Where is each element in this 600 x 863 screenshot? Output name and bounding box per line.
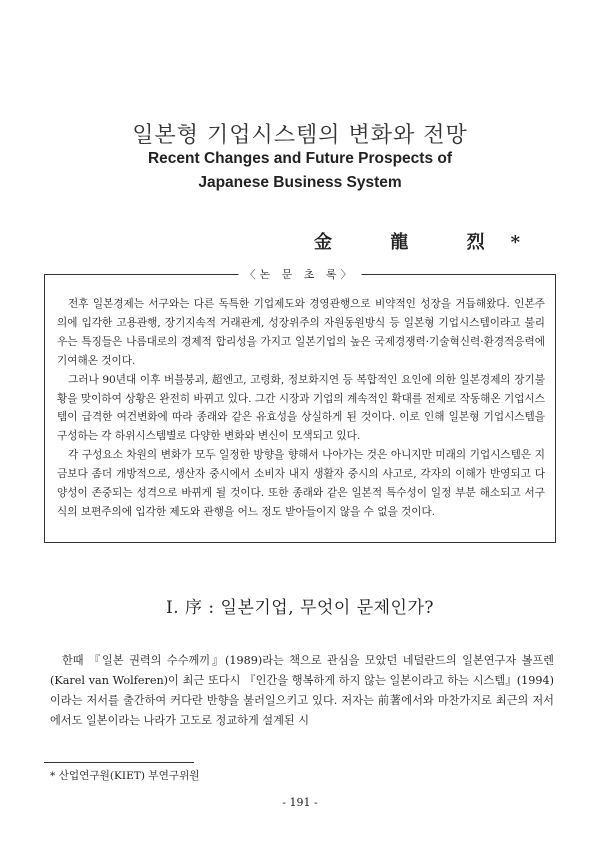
abstract-label: 〈논 문 초 록〉 bbox=[239, 266, 362, 282]
abstract-paragraph: 그러나 90년대 이후 버블붕괴, 超엔고, 고령화, 정보화지연 등 복합적인 요인에 의한 일본경제의 장기불황을 맞이하여 상황은 완전히 바뀌고 있다. 그간 시장과 기업의 계속적인 확대를 전제로 작동해온 기업시스템이 급격한 여건변화에 따라 종래와 같은 유효성을 상실하게 된 것이다. 이로 인해 일본형 기업시스템을 구성하는 각 하위시스템별로 다양한 변화와 변신이 모색되고 있다. bbox=[57, 373, 545, 443]
abstract-box bbox=[44, 268, 556, 543]
paper-title-english-line2: Japanese Business System bbox=[198, 174, 402, 191]
abstract-paragraph: 전후 일본경제는 서구와는 다른 독특한 기업제도와 경영관행으로 비약적인 성장을 거듭해왔다. 인본주의에 입각한 고용관행, 장기지속적 거래관계, 성장위주의 자원동원방식 등 일본형 기업시스템이라고 불리우는 특징들은 나름대로의 경제적 합리성을 가지고 일본기업의 높은 국제경쟁력·기술혁신력·환경적응력에 기여해온 것이다. bbox=[57, 298, 545, 367]
footnote: * 산업연구원(KIET) 부연구위원 bbox=[50, 770, 200, 782]
page-number: - 191 - bbox=[282, 796, 318, 809]
author-name: 金 龍 烈* bbox=[314, 232, 546, 253]
footnote-divider bbox=[44, 762, 194, 763]
abstract-paragraph: 각 구성요소 차원의 변화가 모두 일정한 방향을 향해서 나아가는 것은 아니지만 미래의 기업시스템은 지금보다 좀더 개방적으로, 생산자 중시에서 소비자 내지 생활자 중시의 사고로, 각자의 이해가 반영되고 다양성이 존중되는 성격으로 바뀌게 될 것이다. 또한 종래와 같은 일본적 특수성이 일정 부분 해소되고 서구식의 보편주의에 입각한 제도와 관행을 어느 정도 받아들이지 않을 수 없을 것이다. bbox=[57, 449, 545, 518]
section-heading: I. 序 : 일본기업, 무엇이 문제인가? bbox=[165, 598, 435, 618]
paper-title-english-line1: Recent Changes and Future Prospects of bbox=[147, 150, 453, 167]
body-text bbox=[50, 651, 554, 731]
paper-title-korean: 일본형 기업시스템의 변화와 전망 bbox=[132, 123, 468, 148]
abstract-body bbox=[57, 295, 545, 522]
body-paragraph: 한때 『일본 권력의 수수께끼』(1989)라는 책으로 관심을 모았던 네덜란드의 일본연구자 볼프렌(Karel van Wolferen)이 최근 또다시 『인간을 행복하게 하지 않는 일본이라고 하는 시스템』(1994)이라는 저서를 출간하여 커다란 반향을 불러일으키고 있다. 저자는 前著에서와 마찬가지로 최근의 저서에서도 일본이라는 나라가 고도로 정교하게 설계된 시 bbox=[50, 654, 554, 727]
